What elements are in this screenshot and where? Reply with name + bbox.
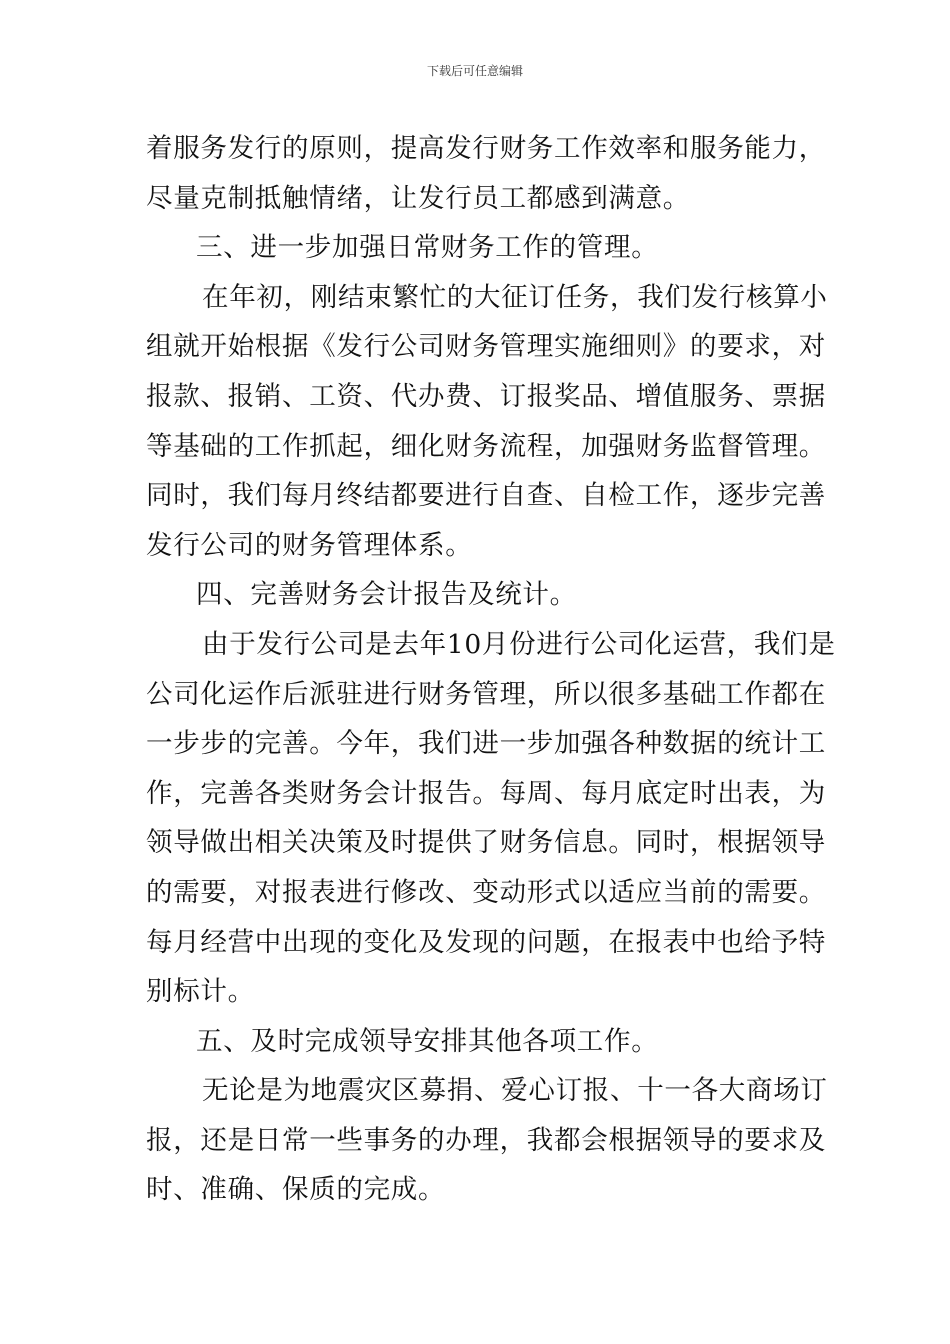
paragraph-line: 领导做出相关决策及时提供了财务信息。同时，根据领导 (146, 827, 826, 859)
paragraph-line: 在年初，刚结束繁忙的大征订任务，我们发行核算小 (202, 281, 828, 313)
paragraph-line: 报款、报销、工资、代办费、订报奖品、增值服务、票据 (146, 380, 826, 412)
section-heading-4: 四、完善财务会计报告及统计。 (196, 579, 577, 611)
paragraph-line: 别标计。 (146, 976, 255, 1008)
paragraph-line: 组就开始根据《发行公司财务管理实施细则》的要求，对 (146, 331, 826, 363)
section-heading-3: 三、进一步加强日常财务工作的管理。 (196, 232, 659, 264)
paragraph-line: 无论是为地震灾区募捐、爱心订报、十一各大商场订 (202, 1075, 828, 1107)
paragraph-line: 时、准确、保质的完成。 (146, 1174, 446, 1206)
paragraph-line: 由于发行公司是去年10月份进行公司化运营，我们是 (202, 628, 836, 660)
page-header-note: 下载后可任意编辑 (426, 64, 523, 78)
paragraph-line: 等基础的工作抓起，细化财务流程，加强财务监督管理。 (146, 430, 826, 462)
paragraph-line: 一步步的完善。今年，我们进一步加强各种数据的统计工 (146, 728, 826, 760)
paragraph-line: 同时，我们每月终结都要进行自查、自检工作，逐步完善 (146, 480, 826, 512)
paragraph-line: 着服务发行的原则，提高发行财务工作效率和服务能力， (146, 133, 826, 164)
paragraph-line: 公司化运作后派驻进行财务管理，所以很多基础工作都在 (146, 678, 826, 710)
section-heading-5: 五、及时完成领导安排其他各项工作。 (196, 1025, 659, 1057)
paragraph-line: 每月经营中出现的变化及发现的问题，在报表中也给予特 (146, 926, 826, 958)
document-body (146, 124, 836, 1215)
paragraph-line: 报，还是日常一些事务的办理，我都会根据领导的要求及 (146, 1124, 826, 1156)
paragraph-line: 的需要，对报表进行修改、变动形式以适应当前的需要。 (146, 876, 826, 908)
paragraph-line: 尽量克制抵触情绪，让发行员工都感到满意。 (146, 182, 690, 214)
paragraph-line: 发行公司的财务管理体系。 (146, 529, 473, 561)
paragraph-line: 作，完善各类财务会计报告。每周、每月底定时出表，为 (146, 777, 826, 809)
